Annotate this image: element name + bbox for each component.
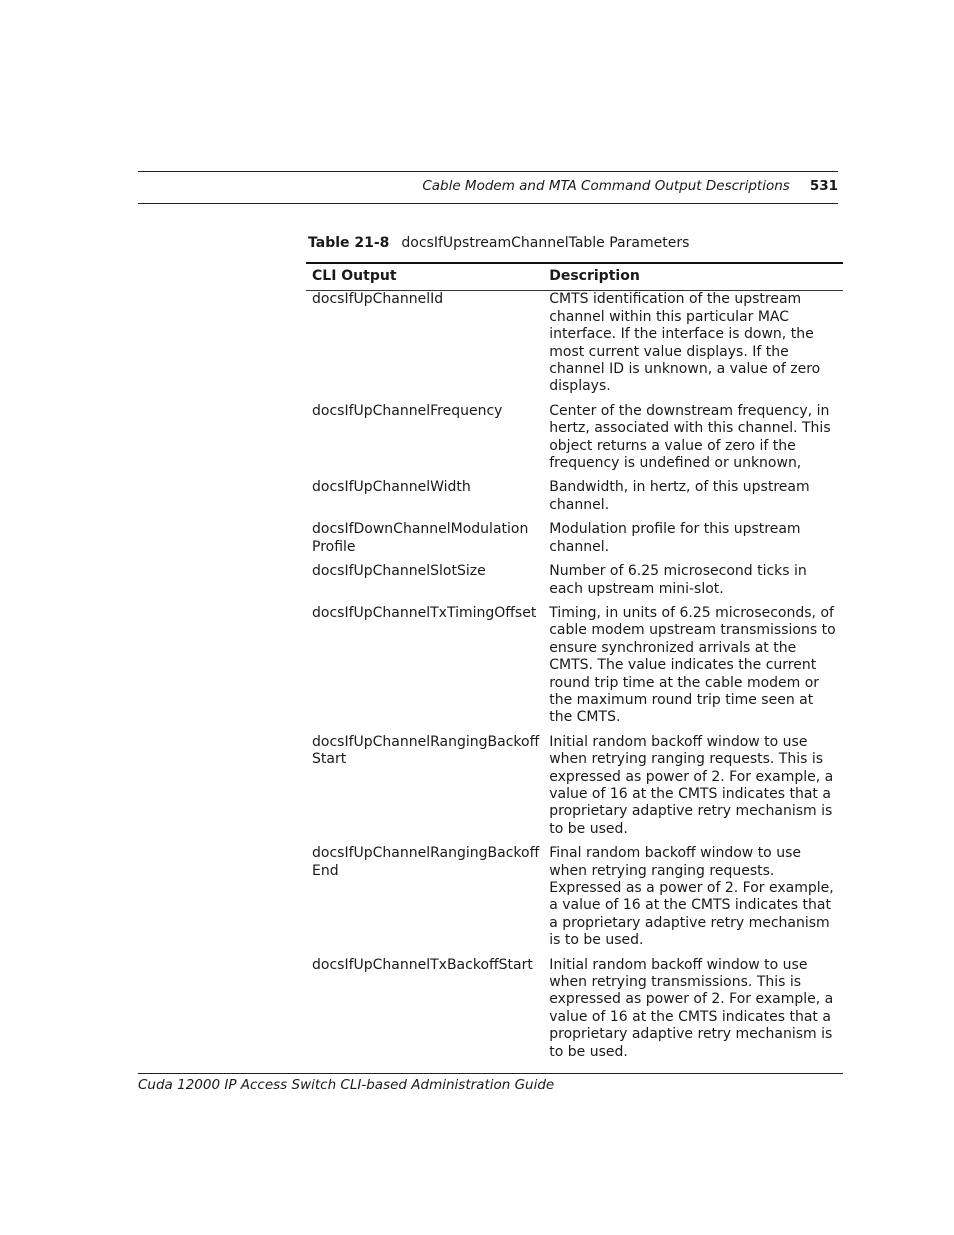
table-header-row xyxy=(306,263,843,291)
cli-output-cell: docsIfDownChannelModulation Profile xyxy=(312,521,529,555)
table-row xyxy=(306,514,843,556)
table-caption xyxy=(308,235,689,251)
header-rule-top xyxy=(138,171,838,172)
description-cell: Initial random backoff window to use when retrying transmissions. This is expressed as power of 2. For example, a value of 16 at the CMTS indicates that a proprietary adaptive retry mechanism is to be used. xyxy=(549,956,834,1060)
cli-output-cell: docsIfUpChannelTxTimingOffset xyxy=(312,604,537,621)
description-cell: Initial random backoff window to use when retrying ranging requests. This is expressed as power of 2. For example, a value of 16 at the CMTS indicates that a proprietary adaptive retry mechanism is to be used. xyxy=(549,733,834,837)
cli-output-cell: docsIfUpChannelWidth xyxy=(312,479,471,496)
table-row xyxy=(306,838,843,949)
description-cell: Timing, in units of 6.25 microseconds, of cable modem upstream transmissions to ensure synchronized arrivals at the CMTS. The value indicates the current round trip time at the cable modem or the maximum round trip time seen at the CMTS. xyxy=(549,604,836,726)
description-cell: Bandwidth, in hertz, of this upstream channel. xyxy=(549,479,810,513)
table-row xyxy=(306,472,843,514)
footer-rule xyxy=(138,1073,843,1074)
parameters-table xyxy=(306,262,843,1061)
cli-output-cell: docsIfUpChannelRangingBackoff Start xyxy=(312,733,540,768)
cli-output-cell: docsIfUpChannelTxBackoffStart xyxy=(312,956,533,973)
running-header xyxy=(422,178,838,194)
description-cell: Final random backoff window to use when retrying ranging requests. Expressed as a power of 2. For example, a value of 16 at the CMTS indicates that a proprietary adaptive retry mechanism is to be used. xyxy=(549,845,834,949)
description-cell: Number of 6.25 microsecond ticks in each upstream mini-slot. xyxy=(549,563,807,597)
table-row xyxy=(306,556,843,598)
description-cell: Center of the downstream frequency, in hertz, associated with this channel. This object returns a value of zero if the frequency is undefined or unknown, xyxy=(549,402,831,472)
cli-output-cell: docsIfUpChannelId xyxy=(312,291,444,308)
cli-output-cell: docsIfUpChannelFrequency xyxy=(312,402,503,419)
column-header-description: Description xyxy=(543,263,843,291)
page-number: 531 xyxy=(809,178,838,194)
table-row xyxy=(306,291,843,396)
table-title: docsIfUpstreamChannelTable Parameters xyxy=(401,235,690,251)
running-title: Cable Modem and MTA Command Output Descriptions xyxy=(422,178,790,194)
table-row xyxy=(306,396,843,473)
table-row xyxy=(306,950,843,1061)
cli-output-cell: docsIfUpChannelRangingBackoff End xyxy=(312,845,540,879)
footer-text: Cuda 12000 IP Access Switch CLI-based Administration Guide xyxy=(138,1077,555,1093)
table-number: Table 21-8 xyxy=(308,235,390,251)
description-cell: CMTS identification of the upstream channel within this particular MAC interface. If the interface is down, the most current value displays. If the channel ID is unknown, a value of zero displays. xyxy=(549,291,821,395)
table-row xyxy=(306,598,843,727)
cli-output-cell: docsIfUpChannelSlotSize xyxy=(312,563,486,580)
header-rule-bottom xyxy=(138,203,838,204)
column-header-cli-output: CLI Output xyxy=(306,263,543,291)
table-row xyxy=(306,727,843,838)
description-cell: Modulation profile for this upstream channel. xyxy=(549,521,801,555)
